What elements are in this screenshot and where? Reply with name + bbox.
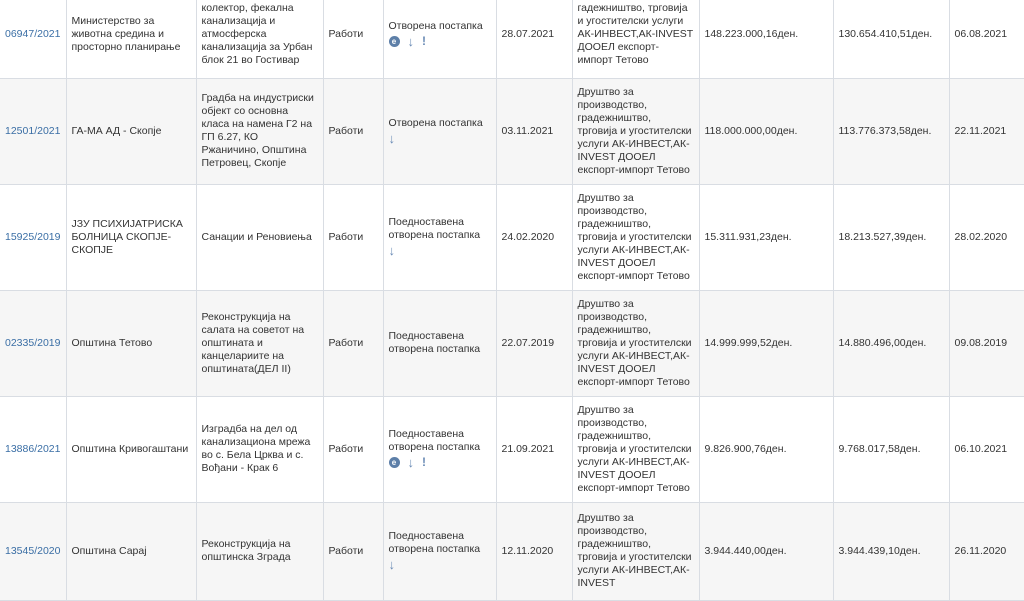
contracting-authority-cell (66, 502, 196, 600)
estimated-value-cell (699, 78, 833, 184)
table-row (0, 396, 1024, 502)
contract-type-cell (323, 78, 383, 184)
contract-type-cell (323, 396, 383, 502)
contract-type-text: Работи (328, 230, 364, 243)
decision-date-text: 24.02.2020 (501, 230, 555, 243)
contract-subject-cell (196, 78, 323, 184)
contract-subject-cell (196, 502, 323, 600)
contracting-authority-cell (66, 0, 196, 78)
economic-operator-text: Друштво за производство, градежништво, трговија и угостителски услуги АК-ИНВЕСТ,АК-INVEST ДООЕЛ експорт-импорт Тетово (577, 403, 692, 494)
procedure-type-cell (383, 396, 496, 502)
e-auction-icon[interactable]: e (389, 457, 400, 468)
table-row (0, 502, 1024, 600)
publication-date-text: 09.08.2019 (954, 336, 1008, 349)
contract-number-link[interactable]: 02335/2019 (5, 336, 61, 349)
publication-date-cell (949, 184, 1024, 290)
notice-icon[interactable]: ! (422, 34, 426, 49)
contracting-authority-cell (66, 78, 196, 184)
decision-date-cell (496, 290, 572, 396)
contract-value-cell (833, 502, 949, 600)
contract-value-text: 14.880.496,00ден. (838, 336, 927, 349)
contract-value-cell (833, 0, 949, 78)
contracting-authority-cell (66, 184, 196, 290)
publication-date-text: 06.08.2021 (954, 28, 1008, 41)
decision-date-text: 12.11.2020 (501, 544, 554, 557)
download-icon[interactable]: ↓ (388, 130, 395, 146)
economic-operator-cell (572, 396, 699, 502)
contract-value-text: 18.213.527,39ден. (838, 230, 927, 243)
estimated-value-cell (699, 184, 833, 290)
decision-date-cell (496, 0, 572, 78)
contract-number-link[interactable]: 12501/2021 (5, 124, 61, 137)
procedure-icons (389, 244, 491, 258)
economic-operator-cell (572, 0, 699, 78)
economic-operator-cell (572, 502, 699, 600)
economic-operator-text: Друштво за производство, градежништво, трговија и угостителски услуги АК-ИНВЕСТ,АК-INVEST ДООЕЛ експорт-импорт Тетово (577, 85, 692, 176)
publication-date-cell (949, 78, 1024, 184)
procedure-type-cell (383, 502, 496, 600)
contract-type-cell (323, 184, 383, 290)
contract-subject-cell (196, 0, 323, 78)
estimated-value-cell (699, 290, 833, 396)
table-row (0, 290, 1024, 396)
procedure-type-text: Поедноставена отворена постапка (388, 428, 481, 453)
procedure-type-text: Отворена постапка (388, 116, 483, 129)
contract-type-text: Работи (328, 336, 364, 349)
contract-type-cell (323, 290, 383, 396)
contracting-authority-cell (66, 396, 196, 502)
contract-type-text: Работи (328, 124, 364, 137)
economic-operator-text: Друштво за производство, градежништво, трговија и угостителски услуги АК-ИНВЕСТ,АК-INVEST (577, 512, 692, 589)
decision-date-cell (496, 396, 572, 502)
contract-number-cell (0, 396, 66, 502)
publication-date-text: 28.02.2020 (954, 230, 1008, 243)
estimated-value-cell (699, 502, 833, 600)
contract-subject-cell (196, 290, 323, 396)
decision-date-text: 03.11.2021 (501, 124, 554, 137)
procedure-icons (389, 558, 491, 572)
estimated-value-text: 3.944.440,00ден. (704, 544, 787, 557)
contract-value-text: 113.776.373,58ден. (838, 124, 932, 137)
economic-operator-cell (572, 184, 699, 290)
table-row (0, 184, 1024, 290)
procedure-icons (389, 456, 491, 470)
contract-subject-text: колектор, фекална канализација и атмосферска канализација за Урбан блок 21 во Гостивар (201, 2, 313, 67)
publication-date-cell (949, 502, 1024, 600)
publication-date-cell (949, 0, 1024, 78)
estimated-value-text: 9.826.900,76ден. (704, 442, 787, 455)
contract-type-text: Работи (328, 442, 364, 455)
publication-date-text: 22.11.2021 (954, 124, 1007, 137)
estimated-value-text: 15.311.931,23ден. (704, 230, 792, 243)
contract-subject-text: Изградба на дел од канализациона мрежа во с. Бела Црква и с. Вођани - Крак 6 (201, 423, 311, 474)
procedure-type-text: Отворена постапка (388, 20, 483, 33)
procedure-icons (389, 132, 491, 146)
contracting-authority-text: Министерство за животна средина и просторно планирање (71, 15, 181, 54)
decision-date-text: 28.07.2021 (501, 28, 555, 41)
contracting-authority-text: Општина Тетово (71, 336, 153, 349)
contracting-authority-text: Општина Сарај (71, 544, 147, 557)
procedure-icons (389, 35, 491, 49)
publication-date-cell (949, 396, 1024, 502)
contract-subject-cell (196, 184, 323, 290)
publication-date-text: 06.10.2021 (954, 442, 1008, 455)
contract-value-text: 130.654.410,51ден. (838, 28, 933, 41)
publication-date-text: 26.11.2020 (954, 544, 1007, 557)
procedure-type-text: Поедноставена отворена постапка (388, 530, 481, 555)
contract-number-cell (0, 78, 66, 184)
procedure-type-cell (383, 78, 496, 184)
procedure-type-text: Поедноставена отворена постапка (388, 330, 481, 355)
contracting-authority-text: Општина Кривогаштани (71, 442, 189, 455)
contract-type-cell (323, 0, 383, 78)
contract-subject-cell (196, 396, 323, 502)
estimated-value-cell (699, 0, 833, 78)
procedure-type-cell (383, 184, 496, 290)
decision-date-text: 22.07.2019 (501, 336, 555, 349)
estimated-value-cell (699, 396, 833, 502)
estimated-value-text: 148.223.000,16ден. (704, 28, 799, 41)
economic-operator-text: гадежништво, трговија и угостителски услуги АК-ИНВЕСТ,АК-INVEST ДООЕЛ експорт-импорт Тетово (577, 2, 694, 67)
contract-value-cell (833, 396, 949, 502)
contract-value-cell (833, 290, 949, 396)
table-row (0, 0, 1024, 78)
contract-type-text: Работи (328, 28, 364, 41)
contract-value-cell (833, 78, 949, 184)
contract-number-cell (0, 502, 66, 600)
contracting-authority-cell (66, 290, 196, 396)
contract-number-cell (0, 184, 66, 290)
economic-operator-text: Друштво за производство, градежништво, трговија и угостителски услуги АК-ИНВЕСТ,АК-INVEST ДООЕЛ експорт-импорт Тетово (577, 191, 692, 282)
contract-value-cell (833, 184, 949, 290)
economic-operator-cell (572, 290, 699, 396)
contract-number-link[interactable]: 13886/2021 (5, 442, 61, 455)
decision-date-cell (496, 184, 572, 290)
contract-number-link[interactable]: 15925/2019 (5, 230, 61, 243)
table-row (0, 78, 1024, 184)
procedure-type-text: Поедноставена отворена постапка (388, 216, 481, 241)
download-icon[interactable]: ↓ (388, 243, 395, 258)
procedure-type-cell (383, 290, 496, 396)
contract-number-link[interactable]: 06947/2021 (5, 28, 61, 41)
economic-operator-text: Друштво за производство, градежништво, трговија и угостителски услуги АК-ИНВЕСТ,АК-INVEST ДООЕЛ експорт-импорт Тетово (577, 297, 692, 388)
estimated-value-text: 14.999.999,52ден. (704, 336, 793, 349)
decision-date-cell (496, 78, 572, 184)
contracting-authority-text: ГА-МА АД - Скопје (71, 124, 162, 137)
contract-subject-text: Реконструкција на салата на советот на општината и канцелариите на општината(ДЕЛ II) (201, 310, 305, 375)
contract-value-text: 3.944.439,10ден. (838, 544, 921, 557)
contract-number-cell (0, 0, 66, 78)
contract-subject-text: Реконструкција на општинска Зграда (201, 538, 291, 563)
contract-number-link[interactable]: 13545/2020 (5, 544, 61, 557)
contract-subject-text: Градба на индустриски објект со основна класа на намена Г2 на ГП 6.27, КО Ржаничино, Општина Петровец, Скопје (201, 92, 314, 169)
download-icon[interactable]: ↓ (388, 557, 395, 572)
download-icon[interactable]: ↓ (407, 455, 414, 470)
procedure-type-cell (383, 0, 496, 78)
notice-icon[interactable]: ! (422, 455, 426, 469)
decision-date-cell (496, 502, 572, 600)
contracting-authority-text: ЈЗУ ПСИХИЈАТРИСКА БОЛНИЦА СКОПЈЕ-СКОПЈЕ (71, 217, 183, 256)
decision-date-text: 21.09.2021 (501, 442, 555, 455)
contract-value-text: 9.768.017,58ден. (838, 442, 921, 455)
contract-subject-text: Санации и Реновиења (201, 230, 312, 243)
estimated-value-text: 118.000.000,00ден. (704, 124, 798, 137)
contract-number-cell (0, 290, 66, 396)
publication-date-cell (949, 290, 1024, 396)
economic-operator-cell (572, 78, 699, 184)
e-auction-icon[interactable]: e (389, 36, 400, 47)
download-icon[interactable]: ↓ (407, 34, 414, 50)
contract-type-cell (323, 502, 383, 600)
contract-type-text: Работи (328, 544, 364, 557)
